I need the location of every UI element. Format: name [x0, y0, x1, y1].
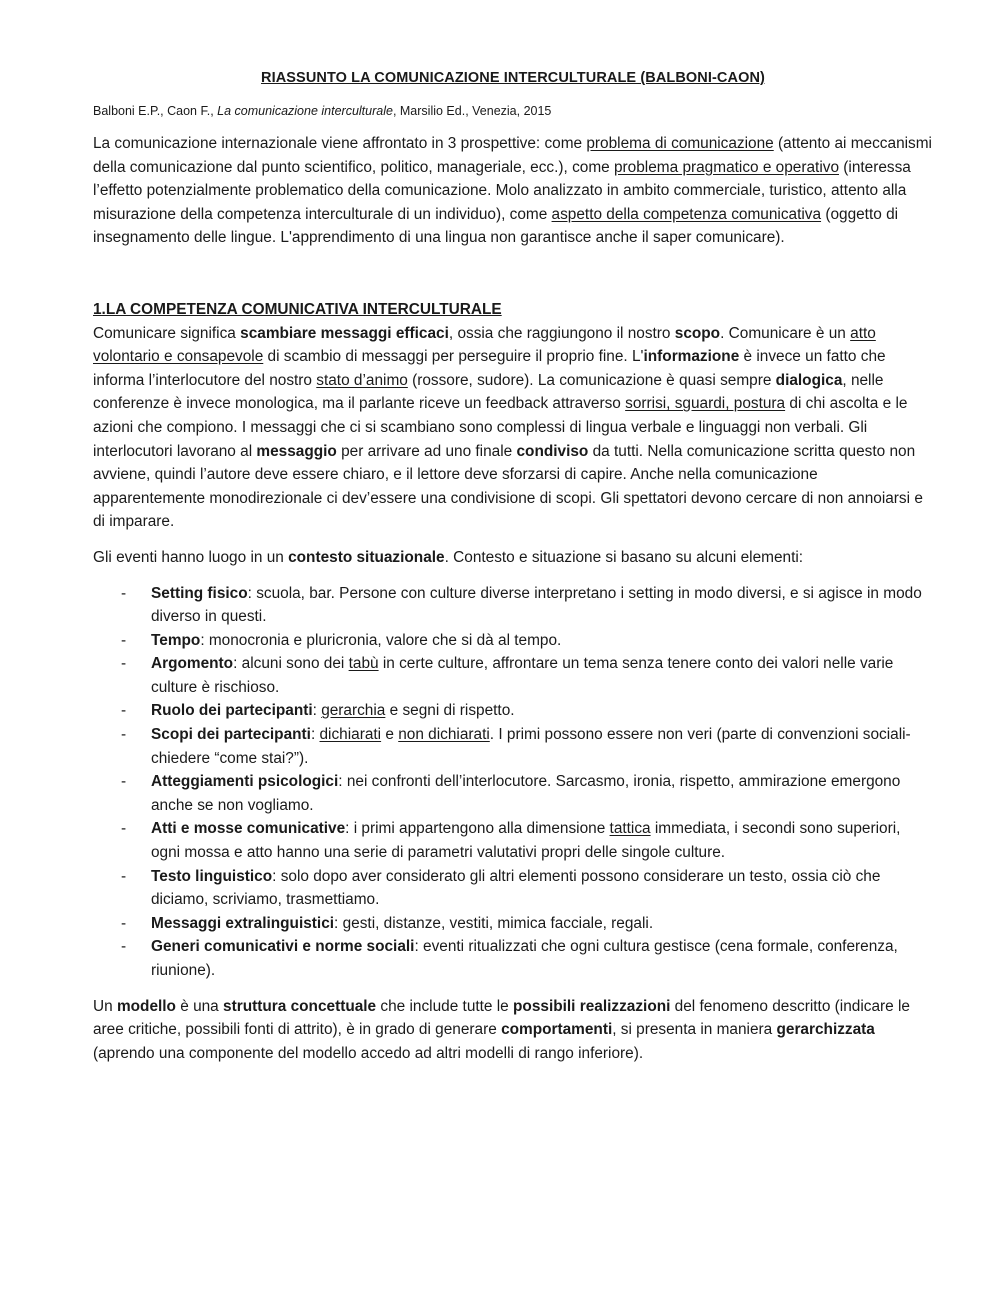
text-run: immediata, i secondi sono superiori, ogni mossa e atto hanno una serie di parametri valutativi propri delle singole culture.: [151, 820, 901, 862]
section-paragraph-2: [93, 546, 933, 570]
text-run: Gli eventi hanno luogo in un: [93, 548, 289, 566]
citation-rest: , Marsilio Ed., Venezia, 2015: [392, 104, 552, 118]
bullet-dash: -: [121, 938, 127, 956]
citation-authors: Balboni E.P., Caon F.,: [93, 104, 218, 118]
bold-term: Scopi dei partecipanti: [151, 726, 311, 744]
bold-term: Testo linguistico: [151, 867, 273, 885]
underlined-term: stato d’animo: [316, 371, 408, 389]
text-run: : gesti, distanze, vestiti, mimica facciale, regali.: [334, 914, 654, 932]
list-item: [93, 652, 933, 699]
text-run: . Contesto e situazione si basano su alcuni elementi:: [444, 548, 804, 566]
citation: [93, 102, 933, 120]
list-item: [93, 865, 933, 912]
text-run: :: [312, 702, 322, 720]
bullet-dash: -: [121, 773, 127, 791]
underlined-term: gerarchia: [321, 702, 386, 720]
bullet-dash: -: [121, 914, 127, 932]
text-run: da tutti. Nella comunicazione scritta questo non avviene, quindi l’autore deve essere chiaro, e il lettore deve sforzarsi di capire. Anche nella comunicazione apparentemente monodirezionale ci dev’essere una condivisione di scopi. Gli spettatori devono cercare di non annoiarsi e di imparare.: [93, 442, 923, 531]
bold-term: contesto situazionale: [288, 548, 445, 566]
text-run: Comunicare significa: [93, 324, 241, 342]
list-item: [93, 629, 933, 653]
underlined-term: problema pragmatico e operativo: [614, 158, 839, 176]
text-run: , si presenta in maniera: [612, 1021, 777, 1039]
text-run: : solo dopo aver considerato gli altri elementi possono considerare un testo, ossia ciò che diciamo, scriviamo, trasmettiamo.: [151, 867, 881, 909]
text-run: (interessa l’effetto potenzialmente problematico della comunicazione. Molo analizzato in ambito commerciale, turistico, attento alla misurazione della competenza interculturale di un individuo), come: [93, 158, 911, 223]
text-run: di chi ascolta e le azioni che compiono. I messaggi che ci si scambiano sono complessi di lingua verbale e linguaggi non verbali. Gli interlocutori lavorano al: [93, 395, 908, 460]
underlined-term: problema di comunicazione: [586, 135, 774, 152]
bold-term: Atti e mosse comunicative: [151, 820, 346, 838]
text-run: che include tutte le: [376, 997, 514, 1015]
bold-term: informazione: [643, 348, 740, 366]
bold-term: dialogica: [775, 371, 843, 389]
list-item: [93, 935, 933, 982]
underlined-term: non dichiarati: [398, 726, 490, 744]
underlined-term: tabù: [348, 655, 379, 673]
underlined-term: aspetto della competenza comunicativa: [551, 205, 822, 223]
bold-term: scopo: [674, 324, 721, 342]
text-run: : scuola, bar. Persone con culture diverse interpretano i setting in modo diversi, e si agisce in modo diverso in questi.: [151, 584, 922, 626]
text-run: e: [381, 726, 399, 744]
bullet-dash: -: [121, 584, 127, 602]
bold-term: scambiare messaggi efficaci: [240, 324, 449, 342]
bold-term: modello: [116, 997, 176, 1015]
bold-term: Argomento: [151, 655, 234, 673]
list-item: [93, 912, 933, 936]
list-item: [93, 723, 933, 770]
bold-term: gerarchizzata: [776, 1021, 875, 1039]
bullet-dash: -: [121, 867, 127, 885]
text-run: e segni di rispetto.: [385, 702, 515, 720]
citation-work: La comunicazione interculturale: [217, 104, 393, 118]
document-page: [93, 66, 933, 1065]
section-paragraph-1: [93, 322, 933, 534]
bold-term: Setting fisico: [151, 584, 248, 602]
section-paragraph-3: [93, 995, 933, 1066]
underlined-term: dichiarati: [319, 726, 382, 744]
text-run: (aprendo una componente del modello accedo ad altri modelli di rango inferiore).: [93, 1044, 644, 1062]
bold-term: struttura concettuale: [223, 997, 377, 1015]
bullet-dash: -: [121, 820, 127, 838]
text-run: (attento ai meccanismi della comunicazione dal punto scientifico, politico, manageriale, ecc.), come: [93, 135, 932, 176]
document-title: RIASSUNTO LA COMUNICAZIONE INTERCULTURALE (BALBONI-CAON): [261, 70, 765, 86]
text-run: : monocronia e pluricronia, valore che si dà al tempo.: [200, 631, 562, 649]
section-heading: 1.LA COMPETENZA COMUNICATIVA INTERCULTURALE: [93, 300, 502, 318]
text-run: : alcuni sono dei: [233, 655, 349, 673]
list-item: [93, 770, 933, 817]
context-elements-list: [93, 582, 933, 983]
text-run: : i primi appartengono alla dimensione: [345, 820, 610, 838]
bullet-dash: -: [121, 726, 127, 744]
list-item: [93, 582, 933, 629]
text-run: per arrivare ad uno finale: [336, 442, 517, 460]
underlined-term: sorrisi, sguardi, postura: [625, 395, 786, 413]
list-item: [93, 699, 933, 723]
bold-term: condiviso: [516, 442, 589, 460]
text-run: (rossore, sudore). La comunicazione è quasi sempre: [407, 371, 776, 389]
text-run: di scambio di messaggi per perseguire il proprio fine. L': [263, 348, 644, 366]
text-run: . Comunicare è un: [720, 324, 851, 342]
bullet-dash: -: [121, 655, 127, 673]
text-run: Un: [93, 997, 117, 1015]
text-run: , nelle conferenze è invece monologica, ma il parlante riceve un feedback attraverso: [93, 371, 884, 413]
bold-term: comportamenti: [501, 1021, 613, 1039]
text-run: . I primi possono essere non veri (parte di convenzioni sociali-chiedere “come stai?”).: [151, 726, 911, 767]
bold-term: Atteggiamenti psicologici: [151, 773, 339, 791]
underlined-term: atto volontario e consapevole: [93, 324, 876, 366]
text-run: del fenomeno descritto (indicare le aree critiche, possibili fonti di attrito), è in grado di generare: [93, 997, 910, 1039]
text-run: è una: [175, 997, 224, 1015]
bold-term: Ruolo dei partecipanti: [151, 702, 313, 720]
text-run: : eventi ritualizzati che ogni cultura gestisce (cena formale, conferenza, riunione).: [151, 938, 898, 979]
text-run: :: [310, 726, 320, 744]
text-run: è invece un fatto che informa l’interlocutore del nostro: [93, 348, 886, 389]
text-run: (oggetto di insegnamento delle lingue. L'apprendimento di una lingua non garantisce anche il saper comunicare).: [93, 205, 899, 247]
list-item: [93, 817, 933, 864]
intro-paragraph: [93, 132, 933, 250]
text-run: in certe culture, affrontare un tema senza tenere conto dei valori nelle varie culture è rischioso.: [151, 655, 894, 696]
text-run: : nei confronti dell’interlocutore. Sarcasmo, ironia, rispetto, ammirazione emergono anche se non vogliamo.: [151, 773, 901, 814]
bullet-dash: -: [121, 702, 127, 720]
underlined-term: tattica: [609, 820, 651, 838]
bold-term: messaggio: [256, 442, 337, 460]
bold-term: Messaggi extralinguistici: [151, 914, 335, 932]
text-run: , ossia che raggiungono il nostro: [448, 324, 675, 342]
bullet-dash: -: [121, 631, 127, 649]
text-run: La comunicazione internazionale viene affrontato in 3 prospettive: come: [93, 135, 587, 152]
bold-term: Generi comunicativi e norme sociali: [151, 938, 415, 956]
bold-term: Tempo: [151, 631, 201, 649]
bold-term: possibili realizzazioni: [513, 997, 671, 1015]
